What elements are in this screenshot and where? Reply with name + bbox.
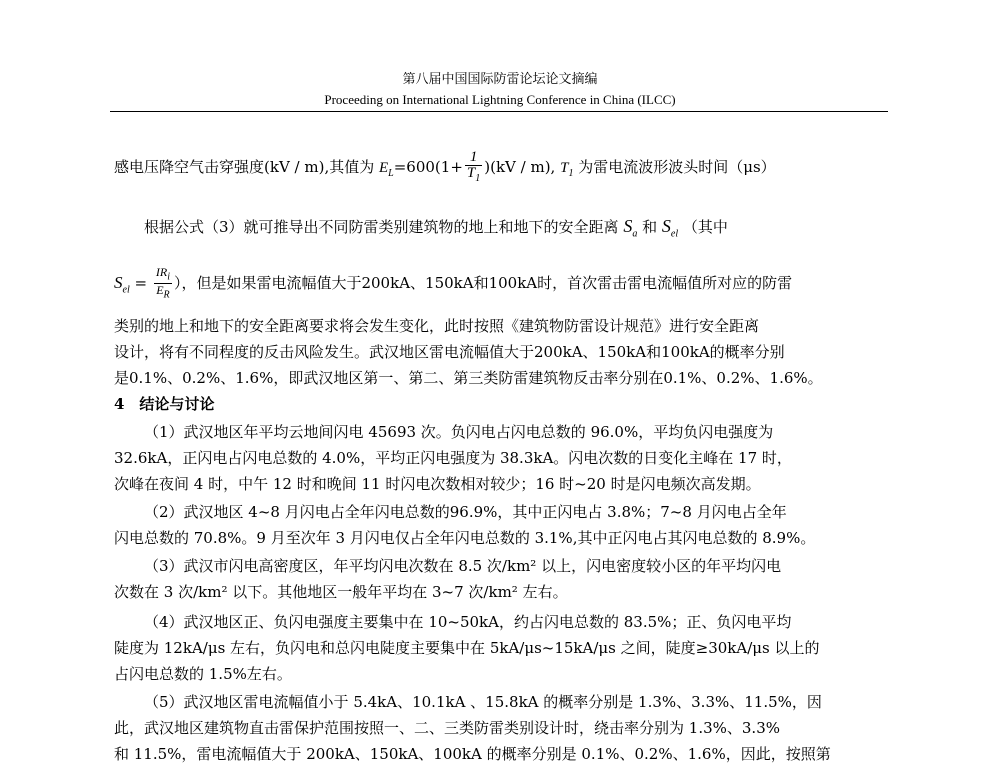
conclusion-line: 次峰在夜间 4 时，中午 12 时和晚间 11 时闪电次数相对较少；16 时~20 时是闪电频次高发期。 xyxy=(114,475,761,493)
section-heading: 4 结论与讨论 xyxy=(114,395,215,413)
symbol-sa: $S_a$ xyxy=(623,216,638,240)
conclusion-line: （4）武汉地区正、负闪电强度主要集中在 10~50kA，约占闪电总数的 83.5%；正、负闪电平均 xyxy=(144,613,792,631)
paragraph-safety-distance xyxy=(114,216,890,245)
conclusion-line: 陡度为 12kA/μs 左右，负闪电和总闪电陡度主要集中在 5kA/μs~15kA/μs 之间，陡度≥30kA/μs 以上的 xyxy=(114,639,820,657)
equals-sign: = xyxy=(134,273,148,292)
running-header-english: Proceeding on International Lightning Conference in China (ILCC) xyxy=(324,92,676,107)
conclusion-line: （5）武汉地区雷电流幅值小于 5.4kA、10.1kA 、15.8kA 的概率分别是 1.3%、3.3%、11.5%，因 xyxy=(144,693,822,711)
fraction-1-over-t1: $\frac{1}{T_1}$ xyxy=(466,150,481,184)
text-span: ），但是如果雷电流幅值大于200kA、150kA和100kA时，首次雷击雷电流幅值所对应的防雷 xyxy=(173,273,793,292)
symbol-sel: $S_{el}$ xyxy=(114,272,130,296)
conclusion-line: （1）武汉地区年平均云地间闪电 45693 次。负闪电占闪电总数的 96.0%，平均负闪电强度为 xyxy=(144,423,774,441)
conclusion-line: 次数在 3 次/km² 以下。其他地区一般年平均在 3~7 次/km² 左右。 xyxy=(114,583,568,601)
conclusion-line: （3）武汉市闪电高密度区，年平均闪电次数在 8.5 次/km² 以上，闪电密度较小区的年平均闪电 xyxy=(144,557,782,575)
conclusion-line: 此，武汉地区建筑物直击雷保护范围按照一、二、三类防雷类别设计时，绕击率分别为 1.3%、3.3% xyxy=(114,719,780,737)
fraction-iri-over-er: $\frac{IR_i}{E_R}$ xyxy=(155,266,170,300)
text-span: 根据公式（3）就可推导出不同防雷类别建筑物的地上和地下的安全距离 xyxy=(144,218,619,236)
text-span: 感电压降空气击穿强度(kV / m),其值为 xyxy=(114,158,375,176)
formula-mid: =600(1+ xyxy=(393,158,463,176)
body-line: 是0.1%、0.2%、1.6%，即武汉地区第一、第二、第三类防雷建筑物反击率分别在0.1%、0.2%、1.6%。 xyxy=(114,369,823,387)
body-line: 类别的地上和地下的安全距离要求将会发生变化，此时按照《建筑物防雷设计规范》进行安全距离 xyxy=(114,317,760,335)
conclusion-line: （2）武汉地区 4~8 月闪电占全年闪电总数的96.9%，其中正闪电占 3.8%；7~8 月闪电占全年 xyxy=(144,503,787,521)
text-span: （其中 xyxy=(682,218,728,236)
body-line: 设计，将有不同程度的反击风险发生。武汉地区雷电流幅值大于200kA、150kA和100kA的概率分别 xyxy=(114,343,785,361)
symbol-t1: $T_1$ xyxy=(560,160,574,179)
formula-line-el xyxy=(114,150,890,190)
running-header-chinese: 第八届中国国际防雷论坛论文摘编 xyxy=(402,72,598,87)
conclusion-line: 闪电总数的 70.8%。9 月至次年 3 月闪电仅占全年闪电总数的 3.1%,其中正闪电占其闪电总数的 8.9%。 xyxy=(114,529,816,547)
conclusion-line: 和 11.5%，雷电流幅值大于 200kA、150kA、100kA 的概率分别是 0.1%、0.2%、1.6%，因此，按照第 xyxy=(114,745,831,763)
symbol-sel: $S_{el}$ xyxy=(661,216,679,240)
conclusion-line: 占闪电总数的 1.5%左右。 xyxy=(114,665,292,683)
symbol-e: $E_L$ xyxy=(379,160,394,179)
text-span: 和 xyxy=(642,218,658,236)
conclusion-line: 32.6kA，正闪电占闪电总数的 4.0%，平均正闪电强度为 38.3kA。闪电次数的日变化主峰在 17 时， xyxy=(114,449,792,467)
text-span: 为雷电流波形波头时间（μs） xyxy=(578,158,776,176)
formula-line-sel xyxy=(114,266,890,300)
header-rule xyxy=(110,111,888,112)
formula-tail: )(kV / m), xyxy=(484,158,556,176)
